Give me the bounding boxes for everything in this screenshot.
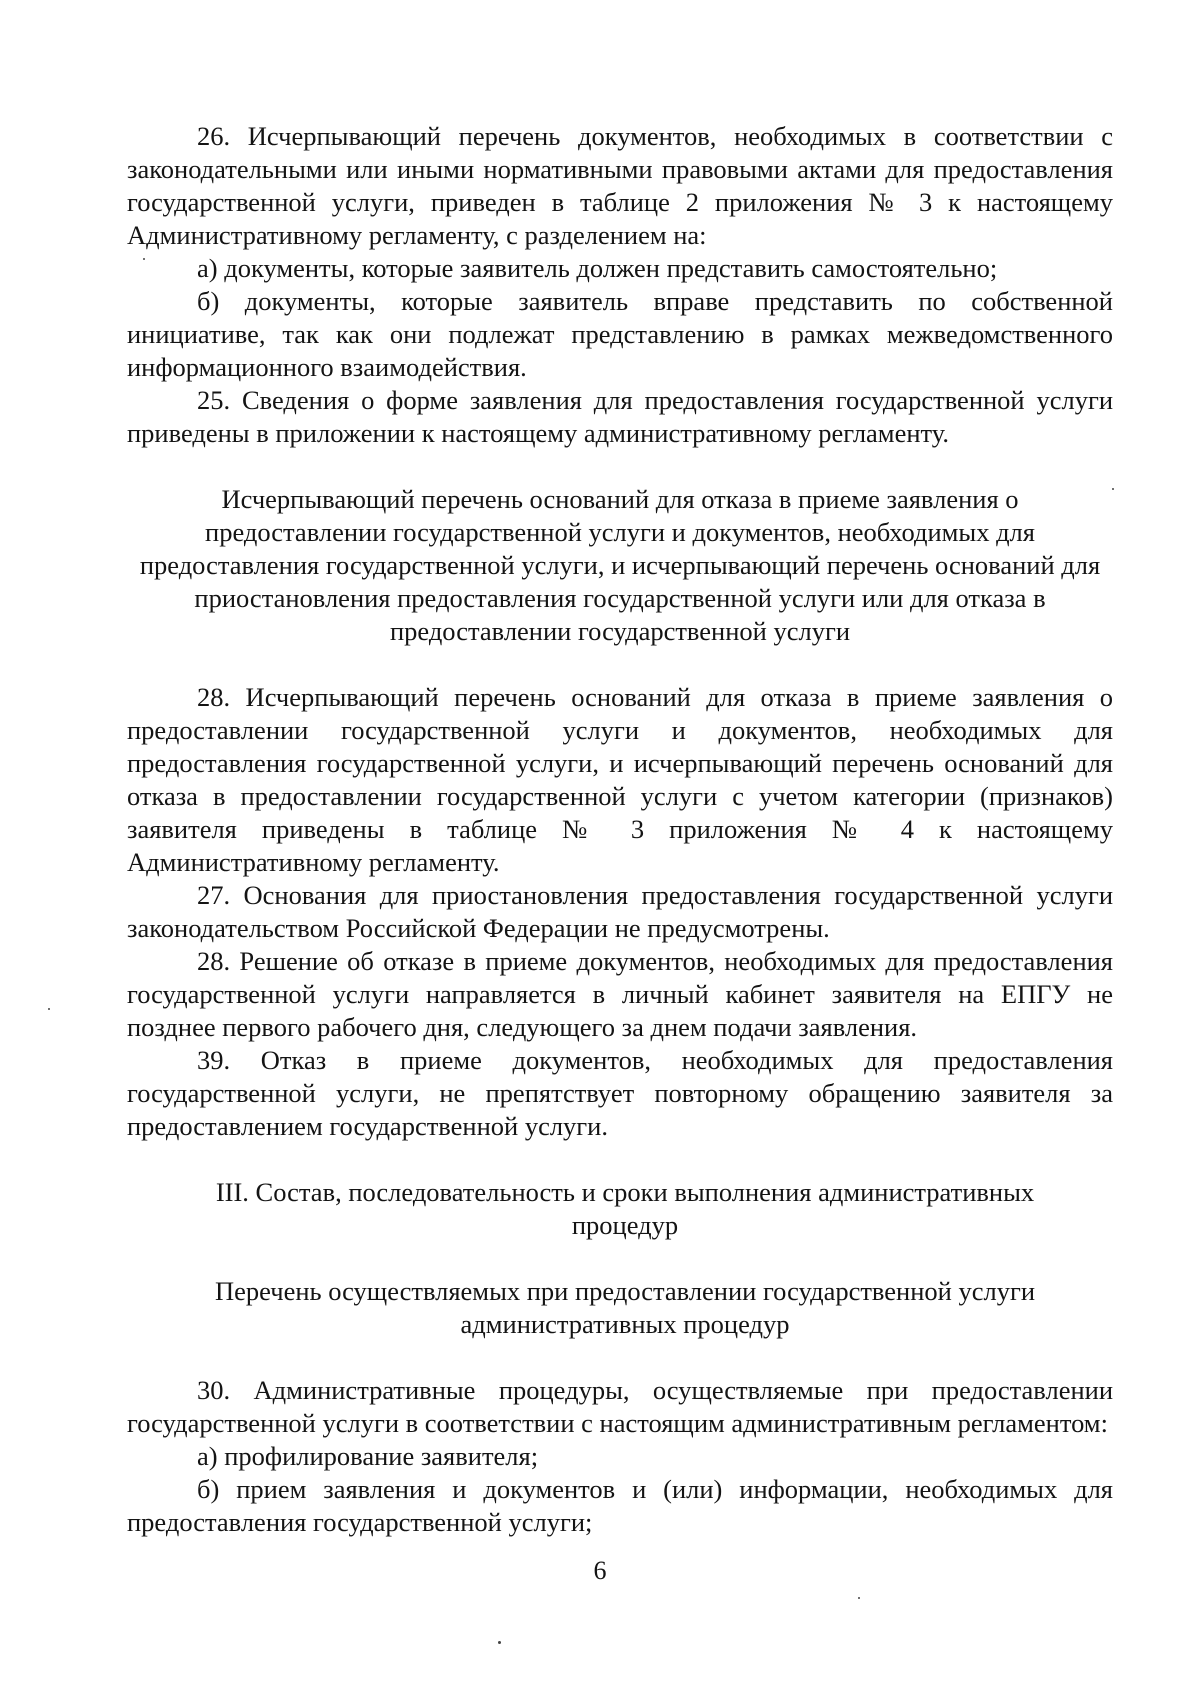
paragraph-30-procedures: 30. Административные процедуры, осуществляемые при предоставлении государственной услуги в соответствии с настоящим административным регламентом: [127, 1375, 1113, 1438]
subheading-procedures-list: Перечень осуществляемых при предоставлении государственной услуги административных процедур [214, 1276, 1035, 1339]
spacer [127, 1341, 1113, 1374]
spacer [127, 648, 1113, 681]
page-number: 6 [593, 1556, 607, 1585]
paragraph-28-refusal-decision: 28. Решение об отказе в приеме документов, необходимых для предоставления государственной услуги направляется в личный кабинет заявителя на ЕПГУ не позднее первого рабочего дня, следующего за днем подачи заявления. [127, 946, 1113, 1042]
scan-speck [1112, 488, 1114, 490]
scan-speck [143, 258, 145, 260]
paragraph-26-documents-list: 26. Исчерпывающий перечень документов, необходимых в соответствии с законодательными или иными нормативными правовыми актами для предоставления государственной услуги, приведен в таблице 2 приложения № 3 к настоящему Административному регламенту, с разделением на: [127, 121, 1113, 250]
spacer [127, 1242, 1113, 1275]
scan-speck [858, 1597, 860, 1599]
paragraph-25-application-form: 25. Сведения о форме заявления для предоставления государственной услуги приведены в приложении к настоящему административному регламенту. [127, 385, 1113, 448]
list-item-a-profiling: а) профилирование заявителя; [197, 1441, 539, 1471]
paragraph-27-suspension: 27. Основания для приостановления предоставления государственной услуги законодательством Российской Федерации не предусмотрены. [127, 880, 1113, 943]
scan-speck [498, 1641, 501, 1644]
spacer [127, 1143, 1113, 1176]
list-item-b-optional-submission: б) документы, которые заявитель вправе представить по собственной инициативе, так как они подлежат представлению в рамках межведомственного информационного взаимодействия. [127, 286, 1113, 382]
list-item-a-self-submitted: а) документы, которые заявитель должен представить самостоятельно; [197, 253, 998, 283]
heading-refusal-grounds: Исчерпывающий перечень оснований для отказа в приеме заявления о предоставлении государственной услуги и документов, необходимых для предоставления государственной услуги, и исчерпывающий перечень оснований для приостановления предоставления государственной услуги или для отказа в предоставлении государственной услуги [139, 484, 1101, 646]
paragraph-28-refusal-grounds: 28. Исчерпывающий перечень оснований для отказа в приеме заявления о предоставлении государственной услуги и документов, необходимых для предоставления государственной услуги, и исчерпывающий перечень оснований для отказа в предоставлении государственной услуги с учетом категории (признаков) заявителя приведены в таблице № 3 приложения № 4 к настоящему Административному регламенту. [127, 682, 1113, 877]
list-item-b-application-intake: б) прием заявления и документов и (или) информации, необходимых для предоставления государственной услуги; [127, 1474, 1113, 1537]
section-heading-iii: III. Состав, последовательность и сроки выполнения административных процедур [215, 1177, 1035, 1240]
scan-speck [48, 1008, 50, 1010]
paragraph-39-reapplication: 39. Отказ в приеме документов, необходимых для предоставления государственной услуги, не препятствует повторному обращению заявителя за предоставлением государственной услуги. [127, 1045, 1113, 1141]
spacer [127, 450, 1113, 483]
document-page [127, 120, 1113, 1539]
